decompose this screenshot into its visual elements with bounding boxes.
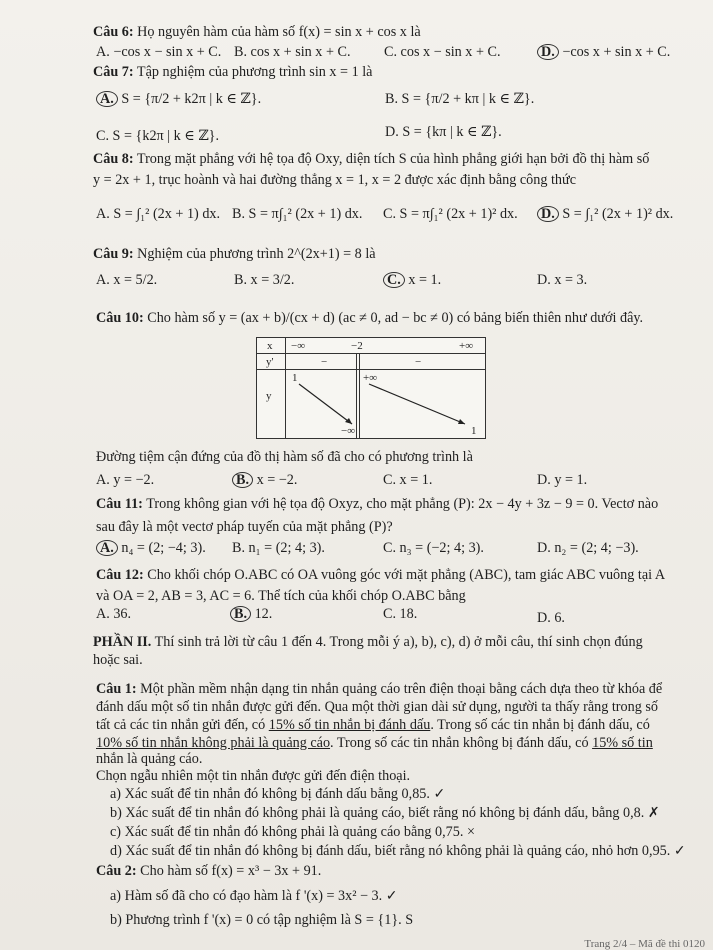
q11-stem: Câu 11: Trong không gian với hệ tọa độ Oxyz, cho mặt phẳng (P): 2x − 4y + 3z − 9 = 0. Vectơ nào bbox=[96, 496, 659, 512]
q8-option-a: A. S = ∫₁² (2x + 1) dx. bbox=[96, 206, 221, 222]
q11-stem-2: sau đây là một vectơ pháp tuyến của mặt phẳng (P)? bbox=[96, 519, 393, 535]
p2q2-stem: Câu 2: Cho hàm số f(x) = x³ − 3x + 91. bbox=[96, 863, 322, 879]
q9-option-a: A. x = 5/2. bbox=[96, 272, 158, 288]
vt-y-right-top: +∞ bbox=[363, 372, 378, 384]
p2q1-item-b: b) Xác suất để tin nhắn đó không phải là quảng cáo, biết rằng nó không bị đánh dấu, bằng 0,8. ✗ bbox=[110, 805, 660, 821]
q9-option-c: C. x = 1. bbox=[383, 272, 441, 289]
q12-option-d: D. 6. bbox=[537, 610, 565, 626]
q8-stem-2: y = 2x + 1, trục hoành và hai đường thẳng x = 1, x = 2 được xác định bằng công thức bbox=[93, 172, 576, 188]
p2q1-item-c: c) Xác suất để tin nhắn đó không phải là quảng cáo bằng 0,75. × bbox=[110, 824, 475, 840]
mark-b: ✗ bbox=[647, 805, 660, 821]
q12-option-c: C. 18. bbox=[383, 606, 418, 622]
q8-option-b: B. S = π∫₁² (2x + 1) dx. bbox=[232, 206, 363, 222]
q8-option-d: D. S = ∫₁² (2x + 1)² dx. bbox=[537, 206, 673, 223]
q10-option-b: B. x = −2. bbox=[232, 472, 297, 489]
q8-option-c: C. S = π∫₁² (2x + 1)² dx. bbox=[383, 206, 518, 222]
q10-stem: Câu 10: Cho hàm số y = (ax + b)/(cx + d) (ac ≠ 0, ad − bc ≠ 0) có bảng biến thiên như dưới đây. bbox=[96, 310, 644, 326]
q12-option-b: B. 12. bbox=[230, 606, 272, 623]
vt-y-left-top: 1 bbox=[292, 372, 298, 384]
vt-y-label: y bbox=[266, 390, 272, 402]
vt-yp-left: − bbox=[321, 356, 328, 368]
q12-stem: Câu 12: Cho khối chóp O.ABC có OA vuông góc với mặt phẳng (ABC), tam giác ABC vuông tại A bbox=[96, 567, 666, 583]
q6-option-c: C. cos x − sin x + C. bbox=[384, 44, 501, 60]
mark-d: ✓ bbox=[673, 843, 686, 859]
p2q2-item-b: b) Phương trình f '(x) = 0 có tập nghiệm là S = {1}. S bbox=[110, 912, 414, 928]
q8-stem: Câu 8: Trong mặt phẳng với hệ tọa độ Oxy, diện tích S của hình phẳng giới hạn bởi đồ thị hàm số bbox=[93, 151, 650, 167]
q11-option-a: A. n₄ = (2; −4; 3). bbox=[96, 540, 206, 557]
q7-option-d: D. S = {kπ | k ∈ ℤ}. bbox=[385, 124, 502, 140]
q10-option-a: A. y = −2. bbox=[96, 472, 155, 488]
q11-option-c: C. n₃ = (−2; 4; 3). bbox=[383, 540, 484, 556]
q11-option-d: D. n₂ = (2; 4; −3). bbox=[537, 540, 639, 556]
q7-stem: Câu 7: Tập nghiệm của phương trình sin x = 1 là bbox=[93, 64, 373, 80]
vt-arrows bbox=[257, 338, 485, 438]
part2-heading: PHẦN II. Thí sinh trả lời từ câu 1 đến 4. Trong mỗi ý a), b), c), d) ở mỗi câu, thí sinh chọn đúng bbox=[93, 634, 643, 650]
q9-stem: Câu 9: Nghiệm của phương trình 2^(2x+1) = 8 là bbox=[93, 246, 376, 262]
vt-x-pos-inf: +∞ bbox=[459, 340, 474, 352]
part2-heading-2: hoặc sai. bbox=[93, 652, 143, 668]
q11-option-b: B. n₁ = (2; 4; 3). bbox=[232, 540, 325, 556]
p2q1-line-2: đánh dấu một số tin nhắn được gửi đến. Qua một thời gian dài sử dụng, người ta thấy rằng trong số bbox=[96, 699, 658, 715]
variation-table bbox=[256, 337, 486, 439]
vt-x-mid: −2 bbox=[351, 340, 363, 352]
q10-option-c: C. x = 1. bbox=[383, 472, 433, 488]
p2q1-line-6: Chọn ngẫu nhiên một tin nhắn được gửi đến điện thoại. bbox=[96, 768, 411, 784]
q10-option-d: D. y = 1. bbox=[537, 472, 588, 488]
vt-yp-right: − bbox=[415, 356, 422, 368]
p2q1-line-3: tất cả các tin nhắn gửi đến, có 15% số tin nhắn bị đánh dấu. Trong số các tin nhắn bị đánh dấu, có bbox=[96, 717, 650, 733]
vt-y-left-bottom: −∞ bbox=[341, 425, 356, 437]
vt-x-label: x bbox=[267, 340, 273, 352]
p2q1-line-4: 10% số tin nhắn không phải là quảng cáo. Trong số các tin nhắn không bị đánh dấu, có 15% số tin bbox=[96, 735, 653, 751]
q10-question: Đường tiệm cận đứng của đồ thị hàm số đã cho có phương trình là bbox=[96, 449, 473, 465]
q6-option-b: B. cos x + sin x + C. bbox=[234, 44, 351, 60]
q12-option-a: A. 36. bbox=[96, 606, 132, 622]
p2q1-item-a: a) Xác suất để tin nhắn đó không bị đánh dấu bằng 0,85. ✓ bbox=[110, 786, 446, 802]
q7-option-a: A. S = {π/2 + k2π | k ∈ ℤ}. bbox=[96, 91, 261, 108]
q6-stem: Câu 6: Họ nguyên hàm của hàm số f(x) = sin x + cos x là bbox=[93, 24, 421, 40]
p2q1-line-5: nhắn là quảng cáo. bbox=[96, 751, 203, 767]
mark-a: ✓ bbox=[433, 786, 446, 802]
q7-option-b: B. S = {π/2 + kπ | k ∈ ℤ}. bbox=[385, 91, 535, 107]
q9-option-b: B. x = 3/2. bbox=[234, 272, 295, 288]
vt-yp-label: y' bbox=[266, 356, 274, 368]
mark-c: × bbox=[466, 824, 475, 840]
p2q1-line-1: Câu 1: Một phần mềm nhận dạng tin nhắn quảng cáo trên điện thoại bằng cách dựa theo từ khóa để bbox=[96, 681, 663, 697]
q6-option-d: D. −cos x + sin x + C. bbox=[537, 44, 670, 61]
q9-option-d: D. x = 3. bbox=[537, 272, 588, 288]
vt-x-neg-inf: −∞ bbox=[291, 340, 306, 352]
q6-option-a: A. −cos x − sin x + C. bbox=[96, 44, 222, 60]
page-footer: Trang 2/4 – Mã đề thi 0120 bbox=[584, 938, 705, 950]
p2q2-item-a: a) Hàm số đã cho có đạo hàm là f '(x) = 3x² − 3. ✓ bbox=[110, 888, 398, 904]
mark-2a: ✓ bbox=[385, 888, 398, 904]
vt-y-right-bottom: 1 bbox=[471, 425, 477, 437]
q7-option-c: C. S = {k2π | k ∈ ℤ}. bbox=[96, 128, 220, 144]
mark-2b: S bbox=[405, 912, 414, 928]
q12-stem-2: và OA = 2, AB = 3, AC = 6. Thể tích của khối chóp O.ABC bằng bbox=[96, 588, 466, 604]
p2q1-item-d: d) Xác suất để tin nhắn đó không bị đánh dấu, biết rằng nó không phải là quảng cáo, nhỏ hơn 0,95. ✓ bbox=[110, 843, 686, 859]
